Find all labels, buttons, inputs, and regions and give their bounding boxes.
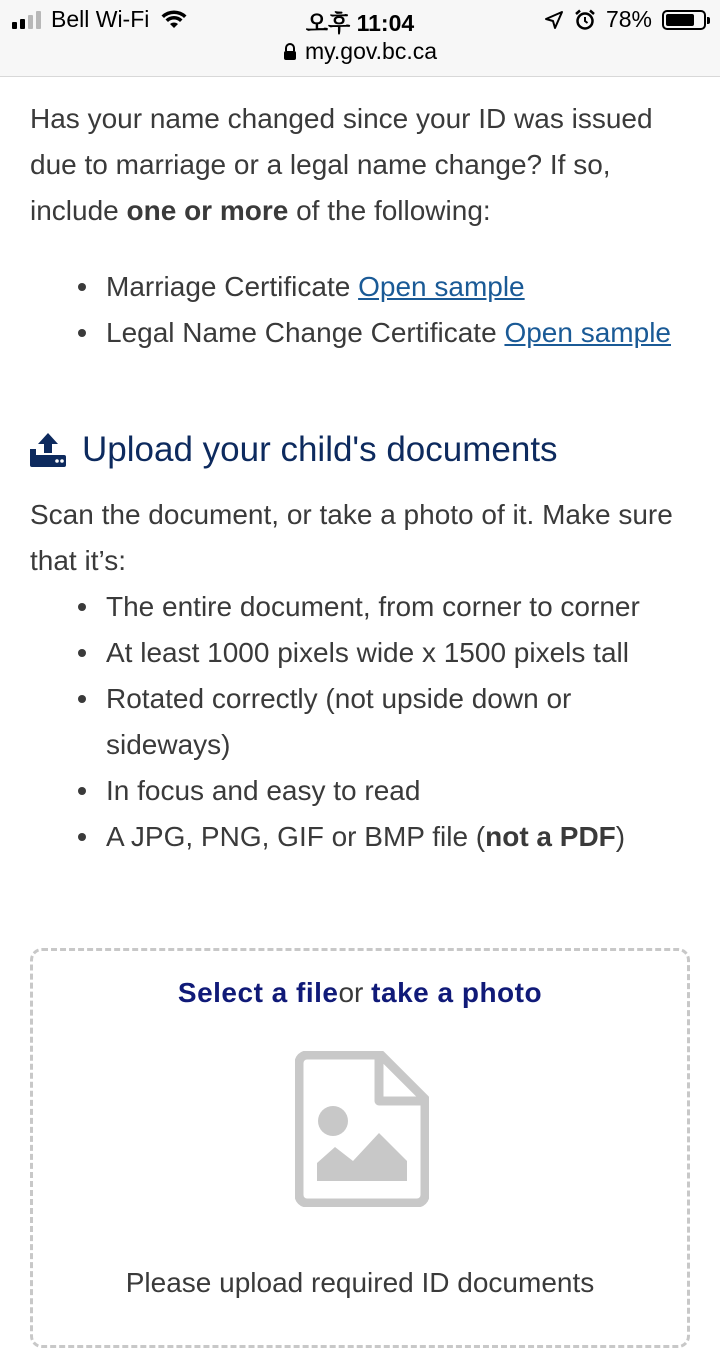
status-right [544,6,706,33]
main-content [30,96,700,860]
image-file-icon [295,1051,429,1207]
url-text: my.gov.bc.ca [304,38,438,64]
name-change-intro: Has your name changed since your ID was issued due to marriage or a legal name change? If so, include one or more of the following: [30,103,653,226]
list-item: At least 1000 pixels wide x 1500 pixels tall [30,630,700,676]
upload-icon [30,433,66,467]
battery-icon [662,10,706,30]
lock-icon [283,43,297,61]
address-bar[interactable] [0,38,720,65]
list-item: In focus and easy to read [30,768,700,814]
section-title: Upload your child's documents [82,430,558,469]
certificate-label: Marriage Certificate [106,271,351,302]
intro-emphasis: one or more [126,195,289,226]
open-sample-link[interactable]: Open sample [358,271,525,302]
or-text: or [338,977,364,1008]
file-type-emphasis: not a PDF [485,821,616,852]
clock: 오후 11:04 [305,10,415,36]
upload-instructions: Scan the document, or take a photo of it. Make sure that it’s: [30,499,673,576]
certificate-label: Legal Name Change Certificate [106,317,497,348]
open-sample-link[interactable]: Open sample [504,317,671,348]
carrier-name: Bell Wi-Fi [51,6,150,32]
take-photo-link[interactable]: take a photo [371,977,543,1008]
list-item [30,310,700,356]
upload-actions [33,977,687,1009]
list-item: A JPG, PNG, GIF or BMP file (not a PDF) [30,814,700,860]
alarm-clock-icon [574,9,596,31]
upload-caption: Please upload required ID documents [125,1267,595,1298]
battery-percent: 78% [605,6,652,32]
select-file-link[interactable]: Select a file [177,977,339,1008]
list-item: The entire document, from corner to corner [30,584,700,630]
list-item: Rotated correctly (not upside down or sideways) [30,676,700,768]
status-bar [0,0,720,77]
location-arrow-icon [544,10,564,30]
upload-dropzone[interactable] [30,948,690,1348]
list-item [30,264,700,310]
upload-section-heading [30,430,700,470]
requirements-list [30,584,700,860]
certificate-list [30,264,700,356]
